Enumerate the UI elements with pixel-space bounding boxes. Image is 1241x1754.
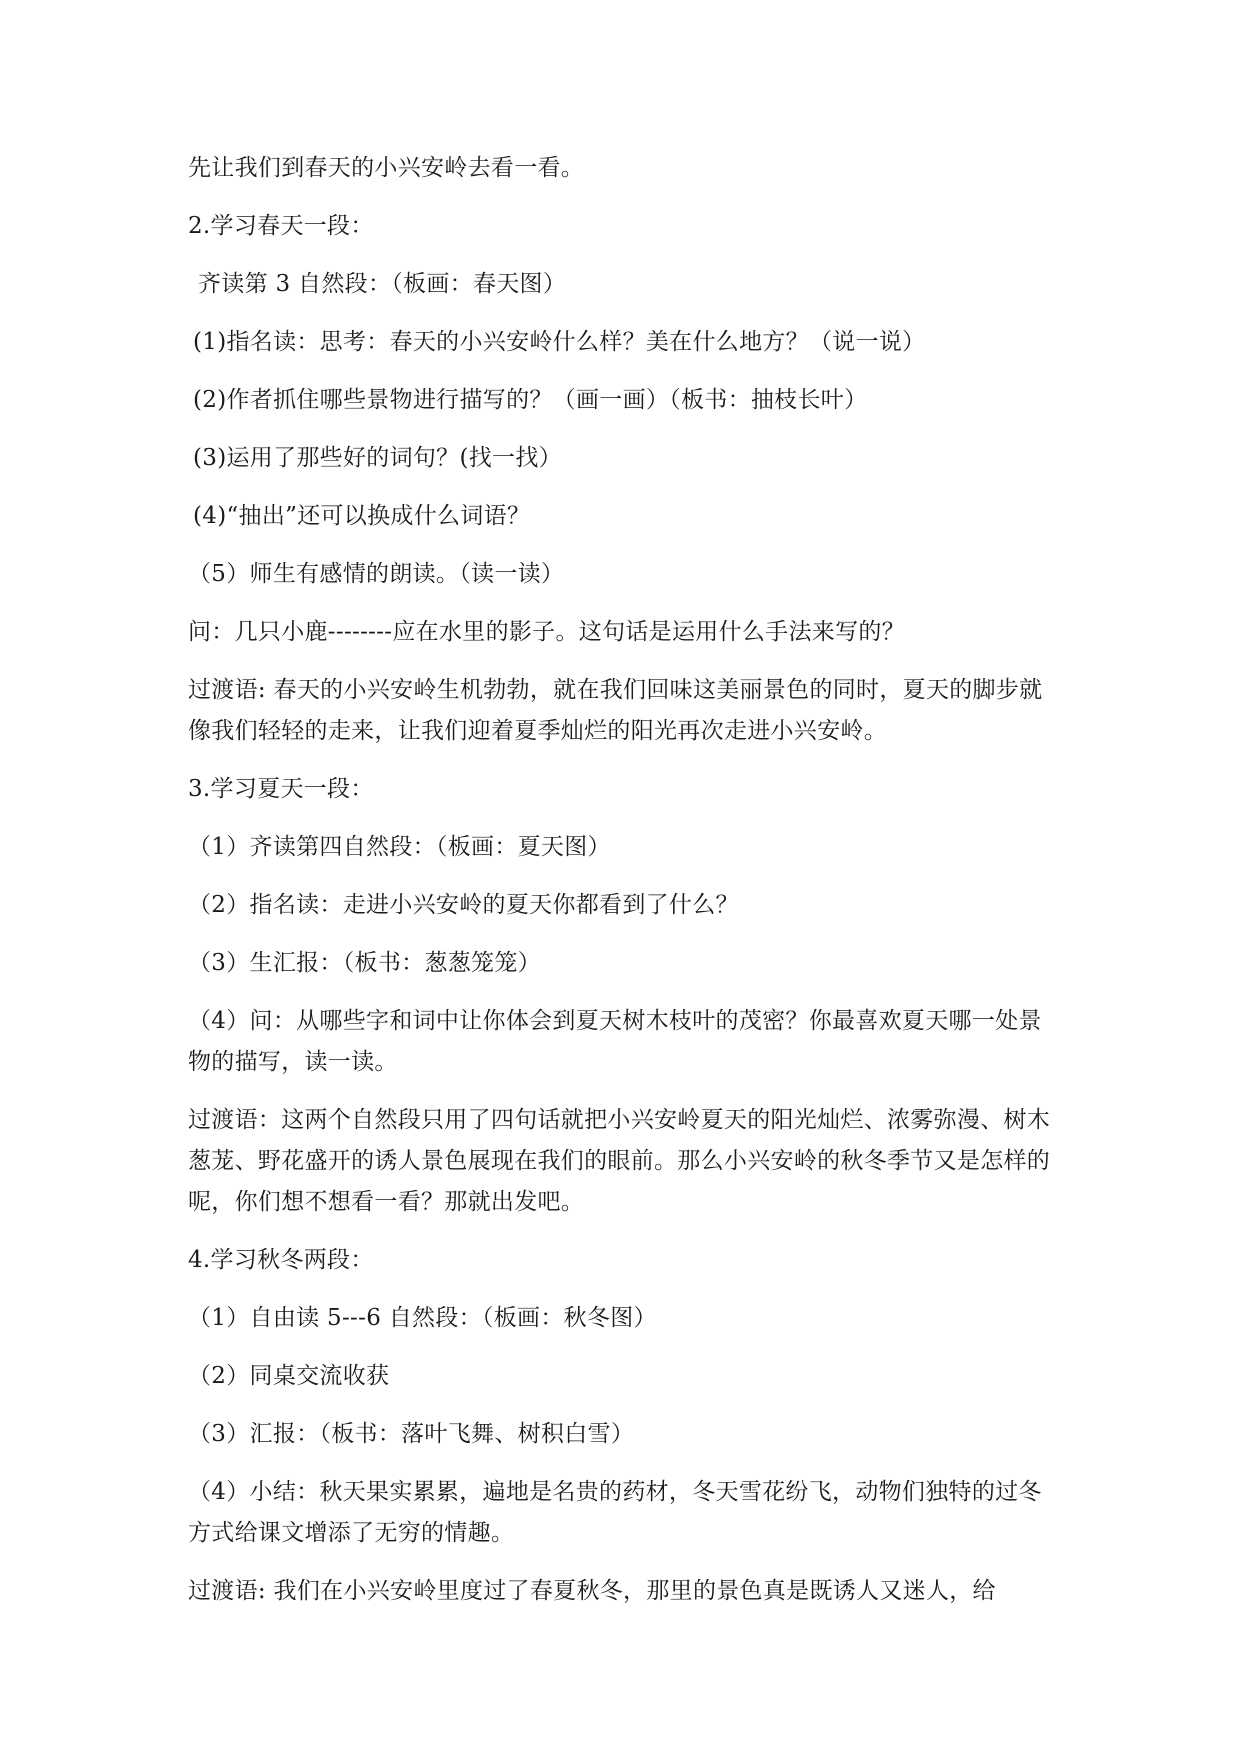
list-item-summer-2: （2）指名读：走进小兴安岭的夏天你都看到了什么？ bbox=[188, 892, 739, 918]
list-item-autumn-2: （2）同桌交流收获 bbox=[188, 1363, 390, 1389]
list-item-autumn-1: （1）自由读 5---6 自然段：（板画：秋冬图） bbox=[188, 1305, 657, 1331]
list-item-spring-4: (4)“抽出”还可以换成什么词语？ bbox=[193, 503, 531, 529]
document-page bbox=[188, 148, 1058, 1629]
list-item-spring-3: (3)运用了那些好的词句？(找一找） bbox=[193, 445, 562, 471]
list-item-autumn-4: （4）小结：秋天果实累累，遍地是名贵的药材，冬天雪花纷飞，动物们独特的过冬方式给课文增添了无穷的情趣。 bbox=[188, 1479, 1042, 1546]
list-item-summer-3: （3）生汇报：（板书：葱葱笼笼） bbox=[188, 950, 541, 976]
list-item-summer-1: （1）齐读第四自然段：（板画：夏天图） bbox=[188, 834, 611, 860]
list-item-autumn-3: （3）汇报：（板书：落叶飞舞、树积白雪） bbox=[188, 1421, 635, 1447]
list-item-summer-4: （4）问：从哪些字和词中让你体会到夏天树木枝叶的茂密？你最喜欢夏天哪一处景物的描写，读一读。 bbox=[188, 1008, 1042, 1075]
paragraph-transition-autumn: 过渡语：这两个自然段只用了四句话就把小兴安岭夏天的阳光灿烂、浓雾弥漫、树木葱茏、野花盛开的诱人景色展现在我们的眼前。那么小兴安岭的秋冬季节又是怎样的呢，你们想不想看一看？那就出发吧。 bbox=[188, 1107, 1051, 1215]
paragraph-transition-summer: 过渡语: 春天的小兴安岭生机勃勃，就在我们回味这美丽景色的同时，夏天的脚步就像我们轻轻的走来，让我们迎着夏季灿烂的阳光再次走进小兴安岭。 bbox=[188, 677, 1043, 744]
paragraph-spring-read: 齐读第 3 自然段：（板画：春天图） bbox=[198, 271, 567, 297]
list-item-spring-2: (2)作者抓住哪些景物进行描写的？（画一画）（板书：抽枝长叶） bbox=[193, 387, 868, 413]
paragraph-transition-final: 过渡语: 我们在小兴安岭里度过了春夏秋冬，那里的景色真是既诱人又迷人，给 bbox=[188, 1578, 996, 1604]
paragraph-intro: 先让我们到春天的小兴安岭去看一看。 bbox=[188, 155, 585, 181]
list-item-spring-1: (1)指名读：思考：春天的小兴安岭什么样？美在什么地方？（说一说） bbox=[193, 329, 926, 355]
heading-spring: 2.学习春天一段： bbox=[188, 213, 374, 239]
paragraph-question-deer: 问：几只小鹿--------应在水里的影子。这句话是运用什么手法来写的？ bbox=[188, 619, 905, 645]
list-item-spring-5: （5）师生有感情的朗读。（读一读） bbox=[188, 561, 565, 587]
heading-autumn-winter: 4.学习秋冬两段： bbox=[188, 1247, 374, 1273]
heading-summer: 3.学习夏天一段： bbox=[188, 776, 374, 802]
